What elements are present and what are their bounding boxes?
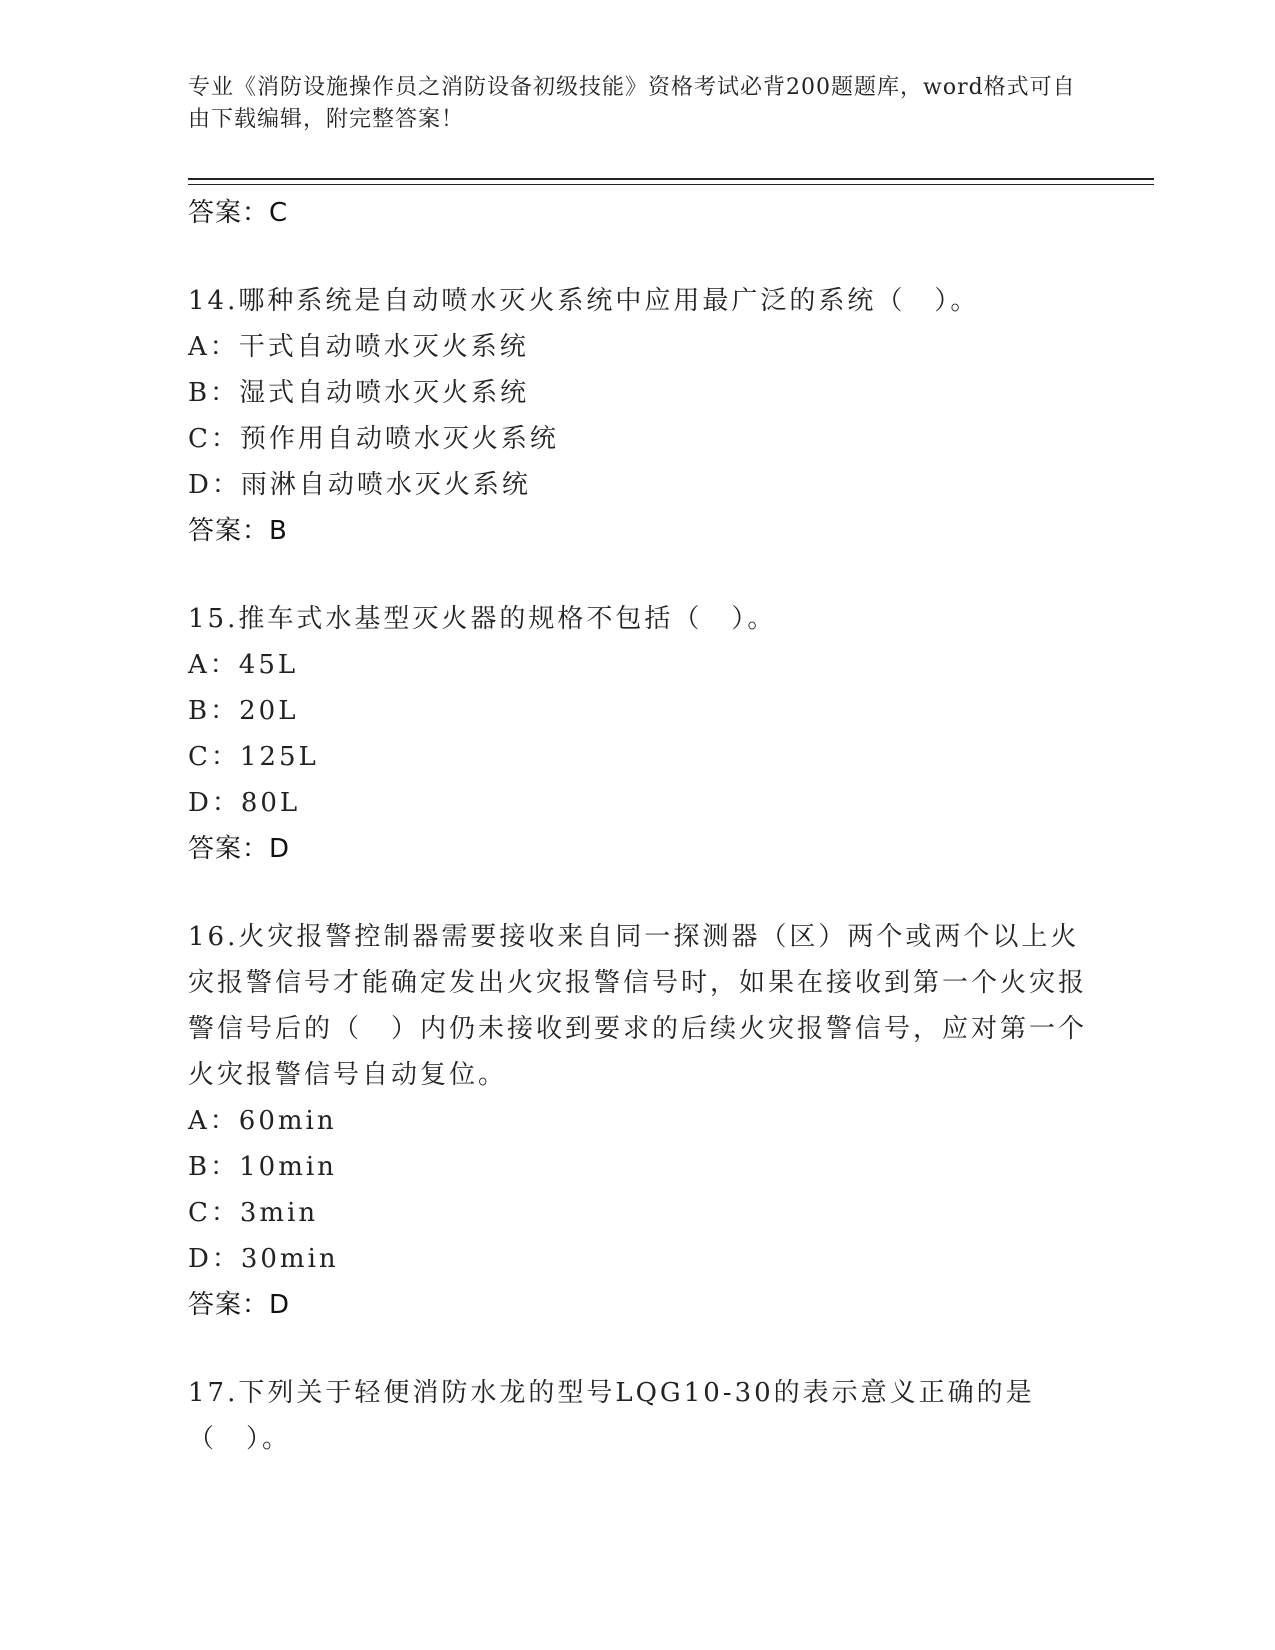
option-d: D：80L: [188, 788, 301, 818]
answer-line: 答案：D: [188, 1290, 291, 1320]
answer-line: 答案：B: [188, 516, 288, 546]
header-divider-thick: [188, 178, 1154, 180]
question-stem: 14.哪种系统是自动喷水灭火系统中应用最广泛的系统（ ）。: [188, 286, 980, 316]
option-b: B：20L: [188, 696, 299, 726]
option-b: B：湿式自动喷水灭火系统: [188, 378, 530, 408]
question-item: [188, 596, 1088, 872]
question-item: [188, 914, 1088, 1328]
option-a: A：45L: [188, 650, 299, 680]
answer-line: 答案：C: [188, 198, 289, 228]
question-stem: 15.推车式水基型灭火器的规格不包括（ ）。: [188, 604, 777, 634]
option-a: A：干式自动喷水灭火系统: [188, 332, 529, 362]
answer-line: 答案：D: [188, 834, 291, 864]
option-c: C：125L: [188, 742, 319, 772]
option-a: A：60min: [188, 1106, 337, 1136]
option-b: B：10min: [188, 1152, 337, 1182]
option-c: C：3min: [188, 1198, 319, 1228]
option-d: D：30min: [188, 1244, 339, 1274]
question-item: [188, 278, 1088, 554]
header-divider-thin: [188, 184, 1154, 185]
question-stem: 16.火灾报警控制器需要接收来自同一探测器（区）两个或两个以上火灾报警信号才能确定发出火灾报警信号时，如果在接收到第一个火灾报警信号后的（ ）内仍未接收到要求的后续火灾报警信号，应对第一个火灾报警信号自动复位。: [188, 922, 1088, 1090]
question-stem: 17.下列关于轻便消防水龙的型号LQG10-30的表示意义正确的是（ ）。: [188, 1378, 1035, 1454]
option-c: C：预作用自动喷水灭火系统: [188, 424, 559, 454]
question-item: [188, 1370, 1088, 1462]
document-header: 专业《消防设施操作员之消防设备初级技能》资格考试必背200题题库，word格式可自由下载编辑，附完整答案！: [188, 75, 1076, 132]
option-d: D：雨淋自动喷水灭火系统: [188, 470, 531, 500]
question-list: [188, 190, 1088, 1462]
